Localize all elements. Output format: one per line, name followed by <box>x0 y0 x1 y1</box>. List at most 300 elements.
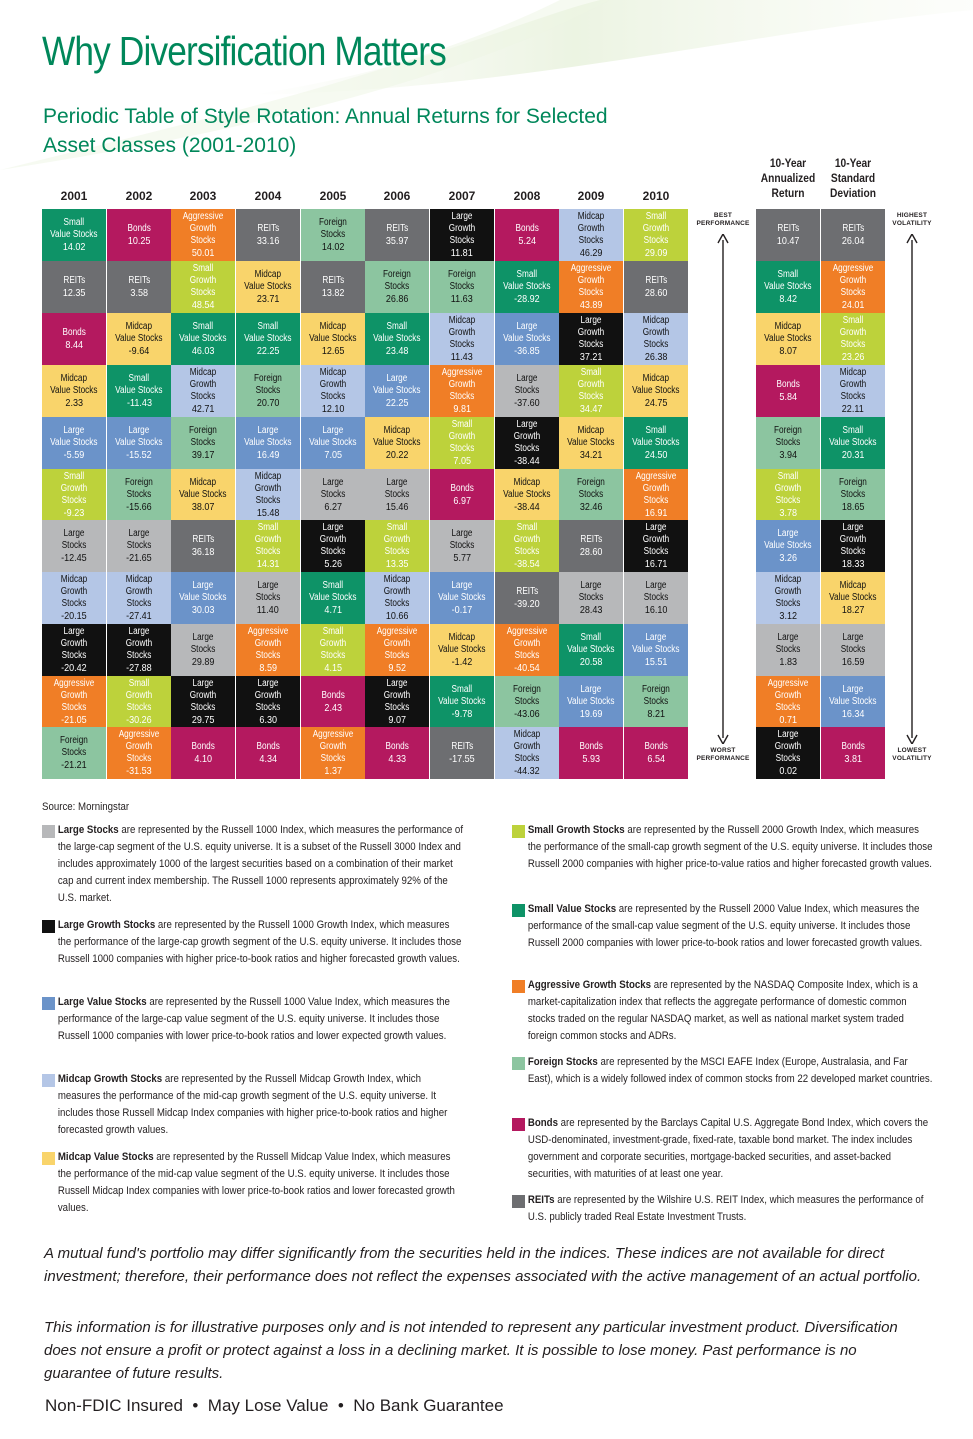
cell-value: 33.16 <box>256 234 280 247</box>
cell-value: 0.71 <box>779 713 797 726</box>
cell-label: Small Growth Stocks <box>189 262 217 298</box>
cell-2004-rank-6 <box>236 469 300 521</box>
legend-item-bonds <box>512 1115 952 1183</box>
cell-2002-rank-1 <box>107 209 171 261</box>
cell-label: Bonds <box>127 222 151 234</box>
footer-disclosure: Non-FDIC Insured • May Lose Value • No Bank Guarantee <box>45 1396 504 1415</box>
cell-2005-rank-4 <box>301 365 365 417</box>
stdev-rank-1 <box>821 209 885 261</box>
stdev-rank-5 <box>821 417 885 469</box>
cell-2010-rank-4 <box>624 365 688 417</box>
cell-label: Large Stocks <box>514 372 540 396</box>
cell-label: Midcap Growth Stocks <box>189 366 217 402</box>
cell-label: Midcap Value Stocks <box>438 631 486 655</box>
cell-label: Foreign Stocks <box>774 424 802 448</box>
cell-label: Midcap Value Stocks <box>829 579 877 603</box>
cell-label: Small Value Stocks <box>438 683 486 707</box>
cell-label: Large Value Stocks <box>829 683 877 707</box>
cell-label: Large Growth Stocks <box>60 625 88 661</box>
cell-2009-rank-5 <box>559 417 623 469</box>
annualized-rank-11 <box>756 727 820 779</box>
cell-2003-rank-8 <box>171 572 235 624</box>
cell-value: 16.91 <box>644 506 668 519</box>
cell-2010-rank-3 <box>624 313 688 365</box>
cell-value: -5.59 <box>63 448 85 461</box>
legend-name: Midcap Value Stocks <box>57 1151 154 1163</box>
annualized-rank-4 <box>756 365 820 417</box>
source-note: Source: Morningstar <box>42 801 130 813</box>
cell-label: Bonds <box>256 740 280 752</box>
cell-2007-rank-8 <box>430 572 494 624</box>
cell-2003-rank-3 <box>171 313 235 365</box>
cell-label: Foreign Stocks <box>189 424 217 448</box>
cell-value: 28.43 <box>579 603 603 616</box>
cell-value: 12.65 <box>321 344 345 357</box>
cell-label: Midcap Value Stocks <box>309 320 357 344</box>
cell-label: Large Stocks <box>578 579 604 603</box>
cell-label: Small Growth Stocks <box>577 366 605 402</box>
year-header-2007: 2007 <box>448 189 476 203</box>
cell-2006-rank-6 <box>365 469 429 521</box>
cell-label: Midcap Growth Stocks <box>513 728 541 764</box>
cell-value: 26.86 <box>385 292 409 305</box>
cell-2001-rank-6 <box>42 469 106 521</box>
cell-value: 2.33 <box>65 396 83 409</box>
cell-label: Large Value Stocks <box>503 320 551 344</box>
cell-label: Small Value Stocks <box>115 372 163 396</box>
cell-label: Small Value Stocks <box>244 320 292 344</box>
cell-2001-rank-11 <box>42 727 106 779</box>
cell-2006-rank-5 <box>365 417 429 469</box>
annualized-rank-2 <box>756 261 820 313</box>
cell-value: 3.26 <box>779 551 797 564</box>
cell-value: 22.11 <box>842 402 864 415</box>
cell-value: -20.42 <box>61 661 87 674</box>
cell-label: Bonds <box>450 482 474 494</box>
cell-label: REITs <box>128 274 150 286</box>
cell-2008-rank-6 <box>495 469 559 521</box>
cell-2001-rank-4 <box>42 365 106 417</box>
cell-2001-rank-7 <box>42 520 106 572</box>
cell-2005-rank-5 <box>301 417 365 469</box>
cell-value: 8.44 <box>65 338 83 351</box>
cell-value: 12.10 <box>321 402 345 415</box>
annualized-rank-7 <box>756 520 820 572</box>
lowest-volatility-label: LOWEST VOLATILITY <box>892 747 932 762</box>
cell-label: Large Stocks <box>255 579 281 603</box>
cell-label: Large Growth Stocks <box>513 418 541 454</box>
cell-label: Aggressive Growth Stocks <box>570 262 612 298</box>
disclaimer-illustrative: This information is for illustrative purposes only and is not intended to represent any particular investment product. Diversification does not ensure a profit or protect against a loss in a declining market. It is possible to lose money. Past performance is no guarantee of future results. <box>44 1319 898 1382</box>
legend-name: Small Growth Stocks <box>527 824 625 836</box>
cell-2004-rank-2 <box>236 261 300 313</box>
stdev-rank-8 <box>821 572 885 624</box>
cell-2003-rank-11 <box>171 727 235 779</box>
cell-2003-rank-10 <box>171 676 235 728</box>
cell-label: Midcap Growth Stocks <box>774 573 802 609</box>
cell-label: Large Stocks <box>190 631 216 655</box>
cell-label: Aggressive Growth Stocks <box>376 625 418 661</box>
cell-2010-rank-9 <box>624 624 688 676</box>
cell-value: 28.60 <box>644 286 668 299</box>
cell-2001-rank-10 <box>42 676 106 728</box>
cell-2009-rank-6 <box>559 469 623 521</box>
annualized-rank-1 <box>756 209 820 261</box>
cell-label: Aggressive Growth Stocks <box>118 728 160 764</box>
cell-label: Large Growth Stocks <box>125 625 153 661</box>
legend-item-small-value-stocks <box>512 901 952 952</box>
cell-label: Small Growth Stocks <box>774 470 802 506</box>
cell-value: 23.26 <box>841 350 865 363</box>
year-header-2003: 2003 <box>189 189 217 203</box>
stdev-rank-4 <box>821 365 885 417</box>
cell-label: REITs <box>645 274 667 286</box>
cell-label: Foreign Stocks <box>60 734 88 758</box>
cell-label: REITs <box>192 533 214 545</box>
cell-label: Large Stocks <box>61 527 87 551</box>
cell-2006-rank-11 <box>365 727 429 779</box>
cell-label: Small Growth Stocks <box>254 521 282 557</box>
cell-value: 15.48 <box>256 506 280 519</box>
cell-2003-rank-2 <box>171 261 235 313</box>
cell-2004-rank-7 <box>236 520 300 572</box>
cell-label: Midcap Value Stocks <box>115 320 163 344</box>
cell-value: -15.66 <box>126 500 152 513</box>
cell-2005-rank-9 <box>301 624 365 676</box>
cell-value: -38.44 <box>514 500 540 513</box>
legend-item-midcap-value-stocks <box>42 1149 482 1217</box>
cell-value: 46.29 <box>579 246 603 259</box>
year-header-2010: 2010 <box>642 189 670 203</box>
cell-value: 36.18 <box>191 545 215 558</box>
cell-label: Small Growth Stocks <box>448 418 476 454</box>
cell-value: 16.34 <box>841 707 865 720</box>
cell-label: REITs <box>451 740 473 752</box>
legend-item-small-growth-stocks <box>512 822 952 873</box>
cell-value: 9.07 <box>388 713 406 726</box>
cell-2005-rank-10 <box>301 676 365 728</box>
year-header-2001: 2001 <box>60 189 88 203</box>
cell-label: REITs <box>63 274 85 286</box>
cell-label: Small Growth Stocks <box>839 314 867 350</box>
cell-2004-rank-3 <box>236 313 300 365</box>
cell-value: -31.53 <box>126 764 152 777</box>
cell-label: Midcap Growth Stocks <box>319 366 347 402</box>
cell-value: 22.25 <box>256 344 280 357</box>
cell-label: Midcap Growth Stocks <box>577 210 605 246</box>
cell-2008-rank-7 <box>495 520 559 572</box>
cell-value: 32.46 <box>579 500 603 513</box>
cell-value: 3.81 <box>844 752 862 765</box>
cell-value: 34.21 <box>579 448 603 461</box>
cell-2007-rank-5 <box>430 417 494 469</box>
cell-label: Foreign Stocks <box>383 268 411 292</box>
cell-label: Foreign Stocks <box>513 683 541 707</box>
cell-label: Bonds <box>644 740 668 752</box>
cell-label: Large Stocks <box>126 527 152 551</box>
cell-label: Large Value Stocks <box>244 424 292 448</box>
cell-label: Large Stocks <box>643 579 669 603</box>
cell-value: 5.26 <box>324 557 342 570</box>
cell-label: Aggressive Growth Stocks <box>53 677 95 713</box>
cell-label: REITs <box>257 222 279 234</box>
cell-value: 26.04 <box>841 234 865 247</box>
cell-label: Small Growth Stocks <box>513 521 541 557</box>
cell-label: Midcap Value Stocks <box>567 424 615 448</box>
cell-value: 5.24 <box>518 234 536 247</box>
cell-2002-rank-9 <box>107 624 171 676</box>
cell-value: 48.54 <box>191 298 215 311</box>
cell-label: Midcap Value Stocks <box>179 476 227 500</box>
cell-2006-rank-4 <box>365 365 429 417</box>
page-subtitle: Periodic Table of Style Rotation: Annual Returns for Selected Asset Classes (2001-2010) <box>43 105 608 157</box>
cell-2006-rank-1 <box>365 209 429 261</box>
legend-name: Large Stocks <box>57 824 119 836</box>
cell-2002-rank-4 <box>107 365 171 417</box>
cell-value: 1.83 <box>779 655 797 668</box>
cell-value: 9.81 <box>453 402 471 415</box>
cell-label: Large Value Stocks <box>438 579 486 603</box>
cell-value: 24.01 <box>841 298 865 311</box>
cell-value: 16.59 <box>841 655 865 668</box>
cell-2007-rank-2 <box>430 261 494 313</box>
legend-description: are represented by the Barclays Capital U.S. Aggregate Bond Index, which covers the USD-denominated, investment-grade, fixed-rate, taxable bond market. The index includes government and corporate securities, mortgage-backed securities, and asset-backed securities, with maturities of at least one year. <box>527 1117 929 1180</box>
cell-value: 8.21 <box>647 707 665 720</box>
cell-2004-rank-4 <box>236 365 300 417</box>
cell-label: Large Growth Stocks <box>642 521 670 557</box>
cell-2010-rank-2 <box>624 261 688 313</box>
cell-label: Large Stocks <box>449 527 475 551</box>
annualized-rank-9 <box>756 624 820 676</box>
cell-value: 3.78 <box>779 506 797 519</box>
cell-label: REITs <box>842 222 864 234</box>
cell-2005-rank-11 <box>301 727 365 779</box>
cell-value: 3.94 <box>779 448 797 461</box>
cell-value: -20.15 <box>61 609 87 622</box>
cell-value: 6.30 <box>259 713 277 726</box>
cell-2004-rank-8 <box>236 572 300 624</box>
stdev-rank-10 <box>821 676 885 728</box>
cell-value: 24.75 <box>644 396 668 409</box>
legend-item-foreign-stocks <box>512 1054 952 1088</box>
cell-value: 5.77 <box>453 551 471 564</box>
cell-2010-rank-8 <box>624 572 688 624</box>
cell-2009-rank-2 <box>559 261 623 313</box>
cell-label: Small Growth Stocks <box>60 470 88 506</box>
cell-value: 16.49 <box>256 448 280 461</box>
cell-value: 18.65 <box>841 500 865 513</box>
cell-label: Foreign Stocks <box>319 216 347 240</box>
cell-label: Bonds <box>321 689 345 701</box>
cell-label: Small Value Stocks <box>50 216 98 240</box>
cell-value: -38.54 <box>514 557 540 570</box>
legend-item-large-growth-stocks <box>42 917 482 968</box>
cell-label: Large Growth Stocks <box>383 677 411 713</box>
cell-value: 29.75 <box>191 713 215 726</box>
cell-value: 10.66 <box>385 609 409 622</box>
cell-label: Midcap Value Stocks <box>50 372 98 396</box>
cell-value: 8.59 <box>259 661 277 674</box>
cell-2002-rank-5 <box>107 417 171 469</box>
cell-2008-rank-8 <box>495 572 559 624</box>
cell-label: Bonds <box>515 222 539 234</box>
cell-value: -21.05 <box>61 713 87 726</box>
cell-value: -36.85 <box>514 344 540 357</box>
cell-value: 11.43 <box>451 350 473 363</box>
cell-2007-rank-1 <box>430 209 494 261</box>
cell-2007-rank-4 <box>430 365 494 417</box>
cell-value: 6.97 <box>453 494 471 507</box>
cell-value: 42.71 <box>191 402 215 415</box>
cell-value: 14.31 <box>256 557 280 570</box>
cell-2006-rank-9 <box>365 624 429 676</box>
cell-2003-rank-9 <box>171 624 235 676</box>
cell-value: -43.06 <box>514 707 540 720</box>
cell-value: -0.17 <box>451 603 473 616</box>
cell-2002-rank-6 <box>107 469 171 521</box>
annualized-rank-3 <box>756 313 820 365</box>
cell-2006-rank-10 <box>365 676 429 728</box>
legend-description: are represented by the Russell Midcap Value Index, which measures the performance of the mid-cap value segment of the U.S. equity universe. It includes those Russell Midcap Index companies with lower price-to-book ratios and lower forecasted growth values. <box>57 1151 455 1214</box>
cell-label: Bonds <box>385 740 409 752</box>
cell-2008-rank-4 <box>495 365 559 417</box>
cell-label: Large Value Stocks <box>632 631 680 655</box>
year-header-2002: 2002 <box>125 189 153 203</box>
cell-value: 4.15 <box>324 661 342 674</box>
cell-2006-rank-7 <box>365 520 429 572</box>
cell-value: 20.58 <box>579 655 603 668</box>
cell-label: Large Stocks <box>384 476 410 500</box>
cell-value: 34.47 <box>579 402 603 415</box>
cell-value: -39.20 <box>514 597 540 610</box>
legend-description: are represented by the NASDAQ Composite Index, which is a market-capitalization index that reflects the aggregate performance of domestic common stocks traded on the regular NASDAQ market, as well as national market system traded foreign common stocks and ADRs. <box>527 979 918 1042</box>
cell-label: Small Value Stocks <box>373 320 421 344</box>
performance-arrow <box>717 234 729 744</box>
cell-value: -21.21 <box>61 758 87 771</box>
cell-value: 38.07 <box>191 500 215 513</box>
cell-value: 4.71 <box>324 603 342 616</box>
cell-value: -9.78 <box>451 707 473 720</box>
cell-2006-rank-2 <box>365 261 429 313</box>
annualized-rank-8 <box>756 572 820 624</box>
cell-label: Small Value Stocks <box>567 631 615 655</box>
cell-label: Large Stocks <box>775 631 801 655</box>
legend-description: are represented by the Russell 1000 Growth Index, which measures the performance of the large-cap growth segment of the U.S. equity universe. It includes those Russell 1000 companies with higher price-to-book ratios and higher forecasted growth values. <box>57 919 462 965</box>
cell-value: -12.45 <box>61 551 87 564</box>
legend-item-large-value-stocks <box>42 994 482 1045</box>
stdev-rank-6 <box>821 469 885 521</box>
cell-value: -21.65 <box>126 551 152 564</box>
cell-2009-rank-9 <box>559 624 623 676</box>
cell-value: -30.26 <box>126 713 152 726</box>
cell-2004-rank-9 <box>236 624 300 676</box>
legend-name: Midcap Growth Stocks <box>57 1073 163 1085</box>
cell-label: Midcap Growth Stocks <box>254 470 282 506</box>
cell-label: Bonds <box>579 740 603 752</box>
cell-value: 4.33 <box>388 752 406 765</box>
cell-2009-rank-3 <box>559 313 623 365</box>
cell-2001-rank-5 <box>42 417 106 469</box>
volatility-arrow <box>906 234 918 744</box>
worst-performance-label: WORST PERFORMANCE <box>696 747 750 762</box>
cell-value: -27.88 <box>126 661 152 674</box>
cell-label: Large Value Stocks <box>115 424 163 448</box>
cell-2001-rank-3 <box>42 313 106 365</box>
cell-2010-rank-6 <box>624 469 688 521</box>
cell-label: Midcap Growth Stocks <box>60 573 88 609</box>
cell-value: 24.50 <box>644 448 668 461</box>
cell-label: REITs <box>516 585 538 597</box>
legend-name: Large Growth Stocks <box>57 919 156 931</box>
cell-label: Small Value Stocks <box>309 579 357 603</box>
cell-value: 23.48 <box>385 344 409 357</box>
cell-label: REITs <box>777 222 799 234</box>
cell-value: -17.55 <box>449 752 475 765</box>
cell-value: 20.31 <box>841 448 865 461</box>
cell-value: 4.34 <box>259 752 277 765</box>
cell-label: Aggressive Growth Stocks <box>506 625 548 661</box>
legend-description: are represented by the Russell 1000 Value Index, which measures the performance of the large-cap value segment of the U.S. equity universe. It includes those Russell 1000 companies with lower price-to-book ratios and lower expected growth values. <box>57 996 450 1042</box>
cell-value: 37.21 <box>579 350 603 363</box>
cell-value: 20.22 <box>385 448 409 461</box>
legend-name: Foreign Stocks <box>527 1056 598 1068</box>
cell-label: Large Stocks <box>320 476 346 500</box>
cell-label: Large Growth Stocks <box>448 210 476 246</box>
cell-2001-rank-2 <box>42 261 106 313</box>
cell-value: 1.37 <box>324 764 342 777</box>
cell-label: REITs <box>386 222 408 234</box>
stdev-rank-3 <box>821 313 885 365</box>
cell-label: Midcap Growth Stocks <box>642 314 670 350</box>
disclaimer-fund: A mutual fund's portfolio may differ significantly from the securities held in the indices. These indices are not available for direct investment; therefore, their performance does not reflect the expenses associated with the active management of an actual portfolio. <box>44 1245 922 1285</box>
cell-2007-rank-9 <box>430 624 494 676</box>
cell-value: 35.97 <box>385 234 409 247</box>
cell-2006-rank-3 <box>365 313 429 365</box>
best-performance-label: BEST PERFORMANCE <box>696 212 750 227</box>
cell-2008-rank-9 <box>495 624 559 676</box>
cell-label: Small Growth Stocks <box>319 625 347 661</box>
cell-label: Foreign Stocks <box>839 476 867 500</box>
cell-label: Midcap Growth Stocks <box>383 573 411 609</box>
cell-label: Aggressive Growth Stocks <box>312 728 354 764</box>
cell-2007-rank-6 <box>430 469 494 521</box>
cell-value: 16.71 <box>644 557 668 570</box>
cell-label: Foreign Stocks <box>125 476 153 500</box>
year-header-2004: 2004 <box>254 189 282 203</box>
cell-2009-rank-1 <box>559 209 623 261</box>
cell-label: Small Value Stocks <box>632 424 680 448</box>
cell-value: 13.82 <box>321 286 345 299</box>
cell-label: Midcap Growth Stocks <box>448 314 476 350</box>
cell-2005-rank-3 <box>301 313 365 365</box>
cell-2007-rank-10 <box>430 676 494 728</box>
stdev-rank-2 <box>821 261 885 313</box>
cell-2003-rank-5 <box>171 417 235 469</box>
cell-label: Aggressive Growth Stocks <box>635 470 677 506</box>
cell-2009-rank-8 <box>559 572 623 624</box>
cell-label: Bonds <box>776 378 800 390</box>
cell-value: 14.02 <box>321 240 345 253</box>
cell-label: Large Growth Stocks <box>774 728 802 764</box>
cell-2008-rank-2 <box>495 261 559 313</box>
cell-2007-rank-3 <box>430 313 494 365</box>
year-header-2008: 2008 <box>513 189 541 203</box>
cell-2008-rank-11 <box>495 727 559 779</box>
annualized-rank-10 <box>756 676 820 728</box>
legend-name: REITs <box>527 1194 555 1206</box>
cell-value: -44.32 <box>514 764 540 777</box>
cell-value: -27.41 <box>126 609 152 622</box>
